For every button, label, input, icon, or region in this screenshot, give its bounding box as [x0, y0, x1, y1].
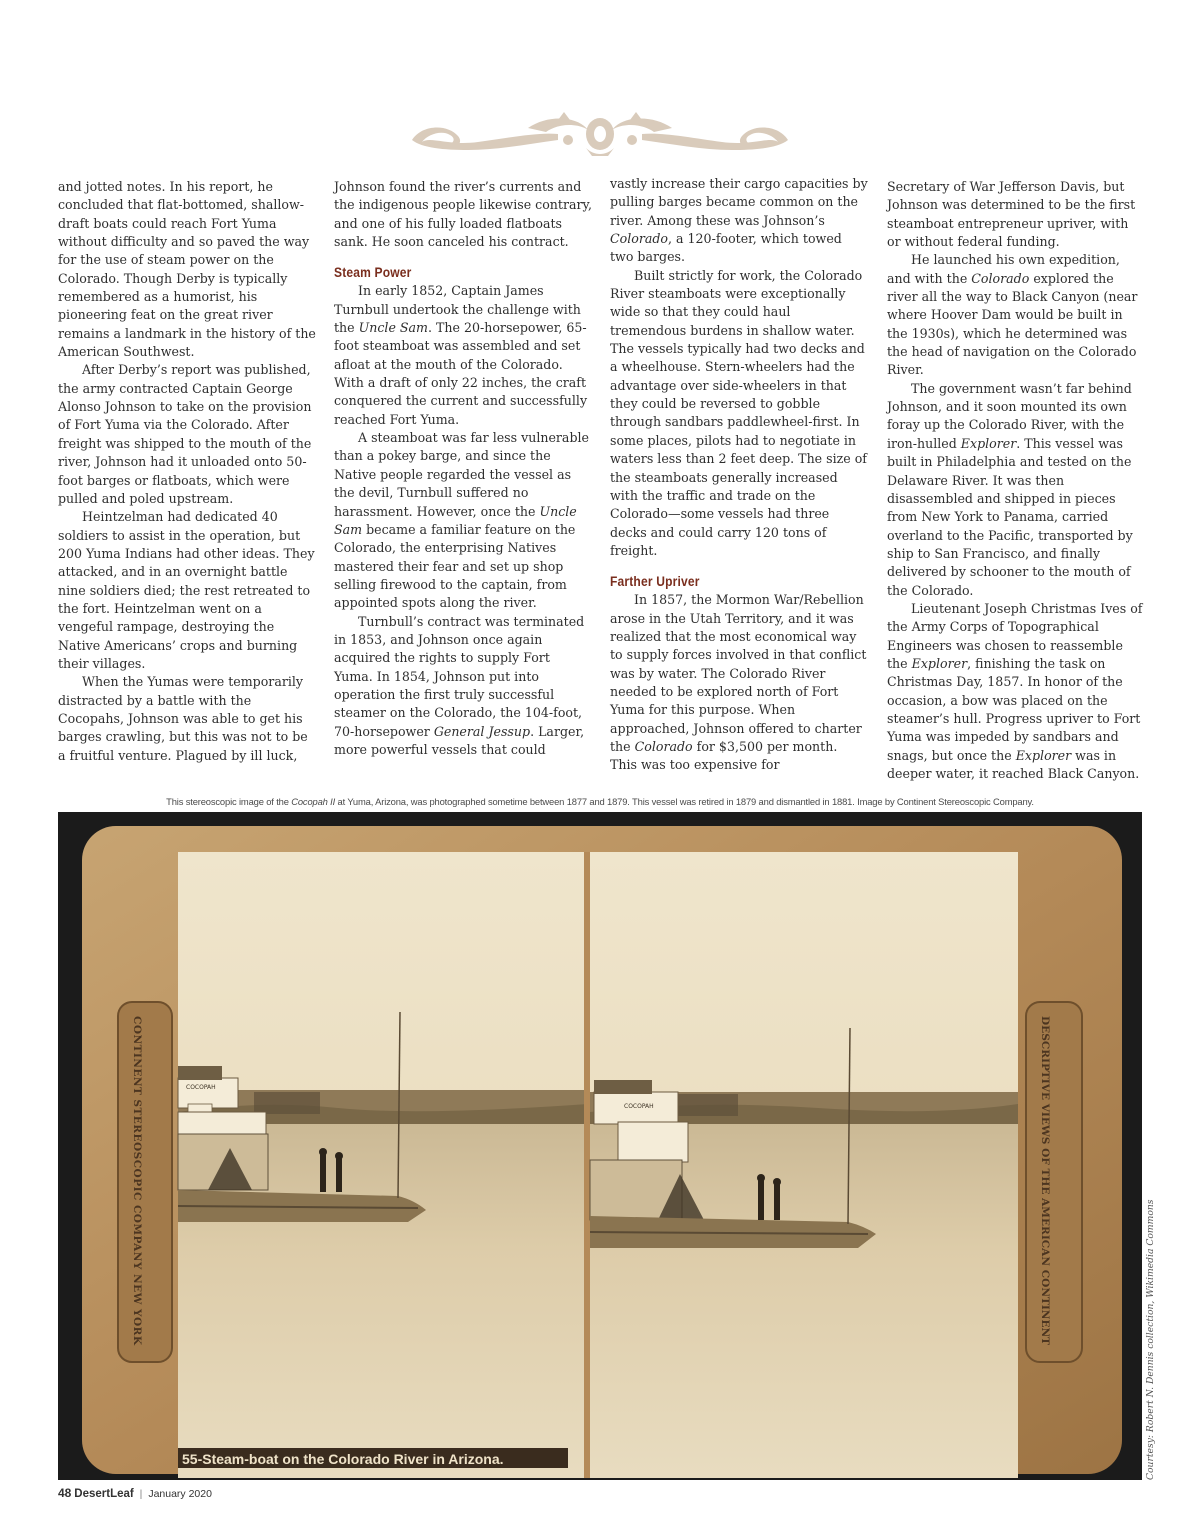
- page-number: 48: [58, 1486, 72, 1500]
- article-paragraph: In 1857, the Mormon War/Rebellion arose in the Utah Territory, and it was realized that the most economical way to supply forces involved in that conflict was by water. The Colorado River needed to be explored north of Fort Yuma for this purpose. When approached, Johnson offered to charter the Colorado for $3,500 per month. This was too expensive for: [610, 592, 867, 773]
- right-card-panel-text: DESCRIPTIVE VIEWS OF THE AMERICAN CONTINENT: [1039, 1016, 1051, 1346]
- footer-separator: |: [139, 1488, 143, 1500]
- article-paragraph: Johnson found the river’s currents and the indigenous people likewise contrary, and one of his fully loaded flatboats sank. He soon canceled his contract.: [334, 179, 592, 250]
- section-heading: Steam Power: [334, 264, 412, 281]
- article-column-2: [334, 178, 592, 759]
- section-heading: Farther Upriver: [610, 573, 700, 590]
- article-column-4: [887, 178, 1145, 783]
- left-card-panel-text: CONTINENT STEREOSCOPIC COMPANY NEW YORK: [131, 1016, 143, 1346]
- article-column-3: [610, 175, 868, 775]
- left-boat-nameplate: COCOPAH: [186, 1084, 216, 1091]
- photo-caption: This stereoscopic image of the Cocopah II at Yuma, Arizona, was photographed sometime between 1877 and 1879. This vessel was retired in 1879 and dismantled in 1881. Image by Continent Stereoscopic Company.: [166, 796, 1034, 807]
- article-paragraph: After Derby’s report was published, the army contracted Captain George Alonso Johnson to take on the provision of Fort Yuma via the Colorado. After freight was shipped to the mouth of the river, Johnson had it unloaded onto 50-foot barges or flatboats, which were pulled and poled upstream.: [58, 362, 312, 506]
- article-paragraph: Lieutenant Joseph Christmas Ives of the Army Corps of Topographical Engineers was chosen to reassemble the Explorer, finishing the task on Christmas Day, 1857. In honor of the occasion, a bow was placed on the steamer’s hull. Progress upriver to Fort Yuma was impeded by sandbars and snags, but once the Explorer was in deeper water, it reached Black Canyon.: [887, 600, 1143, 781]
- decorative-ornament: [408, 110, 792, 158]
- article-paragraph: The government wasn’t far behind Johnson, and it soon mounted its own foray up the Colorado River, with the iron-hulled Explorer. This vessel was built in Philadelphia and tested on the Delaware River. It was then disassembled and shipped in pieces from New York to Panama, carried overland to the Pacific, transported by ship to San Francisco, and finally delivered by schooner to the mouth of the Colorado.: [887, 380, 1133, 598]
- issue-date: January 2020: [148, 1488, 212, 1500]
- photo-bottom-label: 55-Steam-boat on the Colorado River in Arizona.: [182, 1451, 504, 1467]
- right-boat-nameplate: COCOPAH: [624, 1103, 654, 1110]
- magazine-name: DesertLeaf: [74, 1488, 134, 1500]
- article-paragraph: He launched his own expedition, and with the Colorado explored the river all the way to Black Canyon (near where Hoover Dam would be built in the 1930s), which he determined was the head of navigation on the Colorado River.: [887, 252, 1138, 378]
- article-paragraph: Secretary of War Jefferson Davis, but Johnson was determined to be the first steamboat entrepreneur upriver, with or without federal funding.: [887, 179, 1136, 250]
- article-paragraph: Heintzelman had dedicated 40 soldiers to assist in the operation, but 200 Yuma Indians had other ideas. They attacked, and in an overnight battle nine soldiers died; the rest retreated to the fort. Heintzelman went on a vengeful rampage, destroying the Native Americans’ crops and burning their villages.: [58, 509, 315, 671]
- page-footer: [58, 1486, 212, 1500]
- right-stereo-image: [590, 1028, 1018, 1478]
- article-paragraph: When the Yumas were temporarily distracted by a battle with the Cocopahs, Johnson was able to get his barges crawling, but this was not to be a fruitful venture. Plagued by ill luck,: [58, 674, 308, 763]
- article-paragraph: A steamboat was far less vulnerable than a pokey barge, and since the Native people regarded the vessel as the devil, Turnbull suffered no harassment. However, once the Uncle Sam became a familiar feature on the Colorado, the enterprising Natives mastered their fear and set up shop selling firewood to the captain, from appointed spots along the river.: [334, 430, 589, 611]
- article-column-1: [58, 178, 316, 765]
- article-paragraph: vastly increase their cargo capacities by pulling barges became common on the river. Among these was Johnson’s Colorado, a 120-footer, which towed two barges.: [610, 176, 868, 265]
- article-paragraph: Turnbull’s contract was terminated in 1853, and Johnson once again acquired the rights to supply Fort Yuma. In 1854, Johnson put into operation the first truly successful steamer on the Colorado, the 104-foot, 70-horsepower General Jessup. Larger, more powerful vessels that could: [334, 613, 585, 757]
- photo-credit: Courtesy: Robert N. Dennis collection, Wikimedia Commons: [1145, 1199, 1156, 1480]
- article-paragraph: Built strictly for work, the Colorado River steamboats were exceptionally wide so that they could haul tremendous burdens in shallow water. The vessels typically had two decks and a wheelhouse. Stern-wheelers had the advantage over side-wheelers in that they could be reversed to gobble through sandbars paddlewheel-first. In some places, pilots had to negotiate in waters less than 2 feet deep. The size of the steamboats generally increased with the traffic and trade on the Colorado—some vessels had three decks and could carry 120 tons of freight.: [610, 267, 867, 558]
- stereoscopic-photo: [58, 812, 1142, 1480]
- article-paragraph: In early 1852, Captain James Turnbull undertook the challenge with the Uncle Sam. The 20-horsepower, 65-foot steamboat was assembled and set afloat at the mouth of the Colorado. With a draft of only 22 inches, the craft conquered the current and successfully reached Fort Yuma.: [334, 283, 588, 427]
- article-paragraph: and jotted notes. In his report, he concluded that flat-bottomed, shallow-draft boats could reach Fort Yuma without difficulty and so paved the way for the use of steam power on the Colorado. Though Derby is typically remembered as a humorist, his pioneering feat on the great river remains a landmark in the history of the American Southwest.: [58, 179, 316, 360]
